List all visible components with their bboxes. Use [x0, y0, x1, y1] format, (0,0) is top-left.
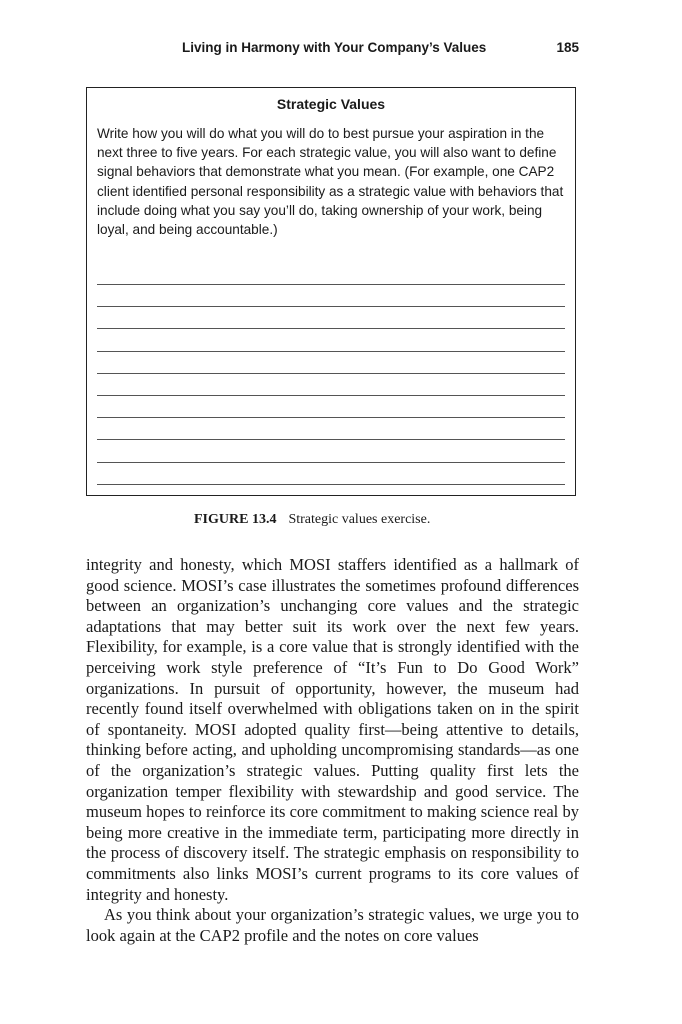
figure-caption: [194, 512, 430, 528]
running-head: [86, 40, 579, 60]
exercise-instructions: Write how you will do what you will do to best pursue your aspiration in the next three to five years. For each strategic value, you will also want to define signal behaviors that demonstrate what you mean. (For example, one CAP2 client identified personal responsibility as a strategic value with behaviors that include doing what you say you’ll do, taking ownership of your work, being loyal, and being accountable.): [97, 126, 564, 238]
write-line: [97, 439, 565, 440]
write-line: [97, 284, 565, 285]
exercise-title: Strategic Values: [276, 96, 386, 112]
write-line: [97, 462, 565, 463]
body-text: [86, 555, 579, 946]
write-line: [97, 395, 565, 396]
body-paragraph-1: integrity and honesty, which MOSI staffers identified as a hallmark of good science. MOSI’s case illustrates the sometimes profound differences between an organization’s unchanging core values and the strategic adaptations that may better suit its work over the next few years. Flexibility, for example, is a core value that is strongly identified with the perceiving work style preference of “It’s Fun to Do Good Work” organizations. In pursuit of opportunity, however, the museum had recently found itself overwhelmed with obligations taken on in the spirit of spontaneity. MOSI adopted quality first—being attentive to details, thinking before acting, and upholding uncompromising standards—as one of the organization’s strategic values. Putting quality first lets the organization temper flexibility with stewardship and good service. The museum hopes to reinforce its core commitment to making science real by being more creative in the immediate term, participating more directly in the process of discovery itself. The strategic emphasis on responsibility to commitments also links MOSI’s current programs to its core values of integrity and honesty.: [86, 555, 579, 904]
write-line: [97, 373, 565, 374]
page-number: 185: [556, 40, 579, 55]
write-line: [97, 351, 565, 352]
body-paragraph-2: As you think about your organization’s strategic values, we urge you to look again at the CAP2 profile and the notes on core values: [86, 905, 579, 945]
write-line: [97, 306, 565, 307]
figure-caption-text: Strategic values exercise.: [288, 512, 431, 527]
write-line: [97, 417, 565, 418]
write-line: [97, 328, 565, 329]
running-head-title: Living in Harmony with Your Company’s Values: [182, 40, 487, 55]
write-line: [97, 484, 565, 485]
figure-label: FIGURE 13.4: [194, 512, 277, 527]
strategic-values-exercise-box: [86, 87, 576, 496]
